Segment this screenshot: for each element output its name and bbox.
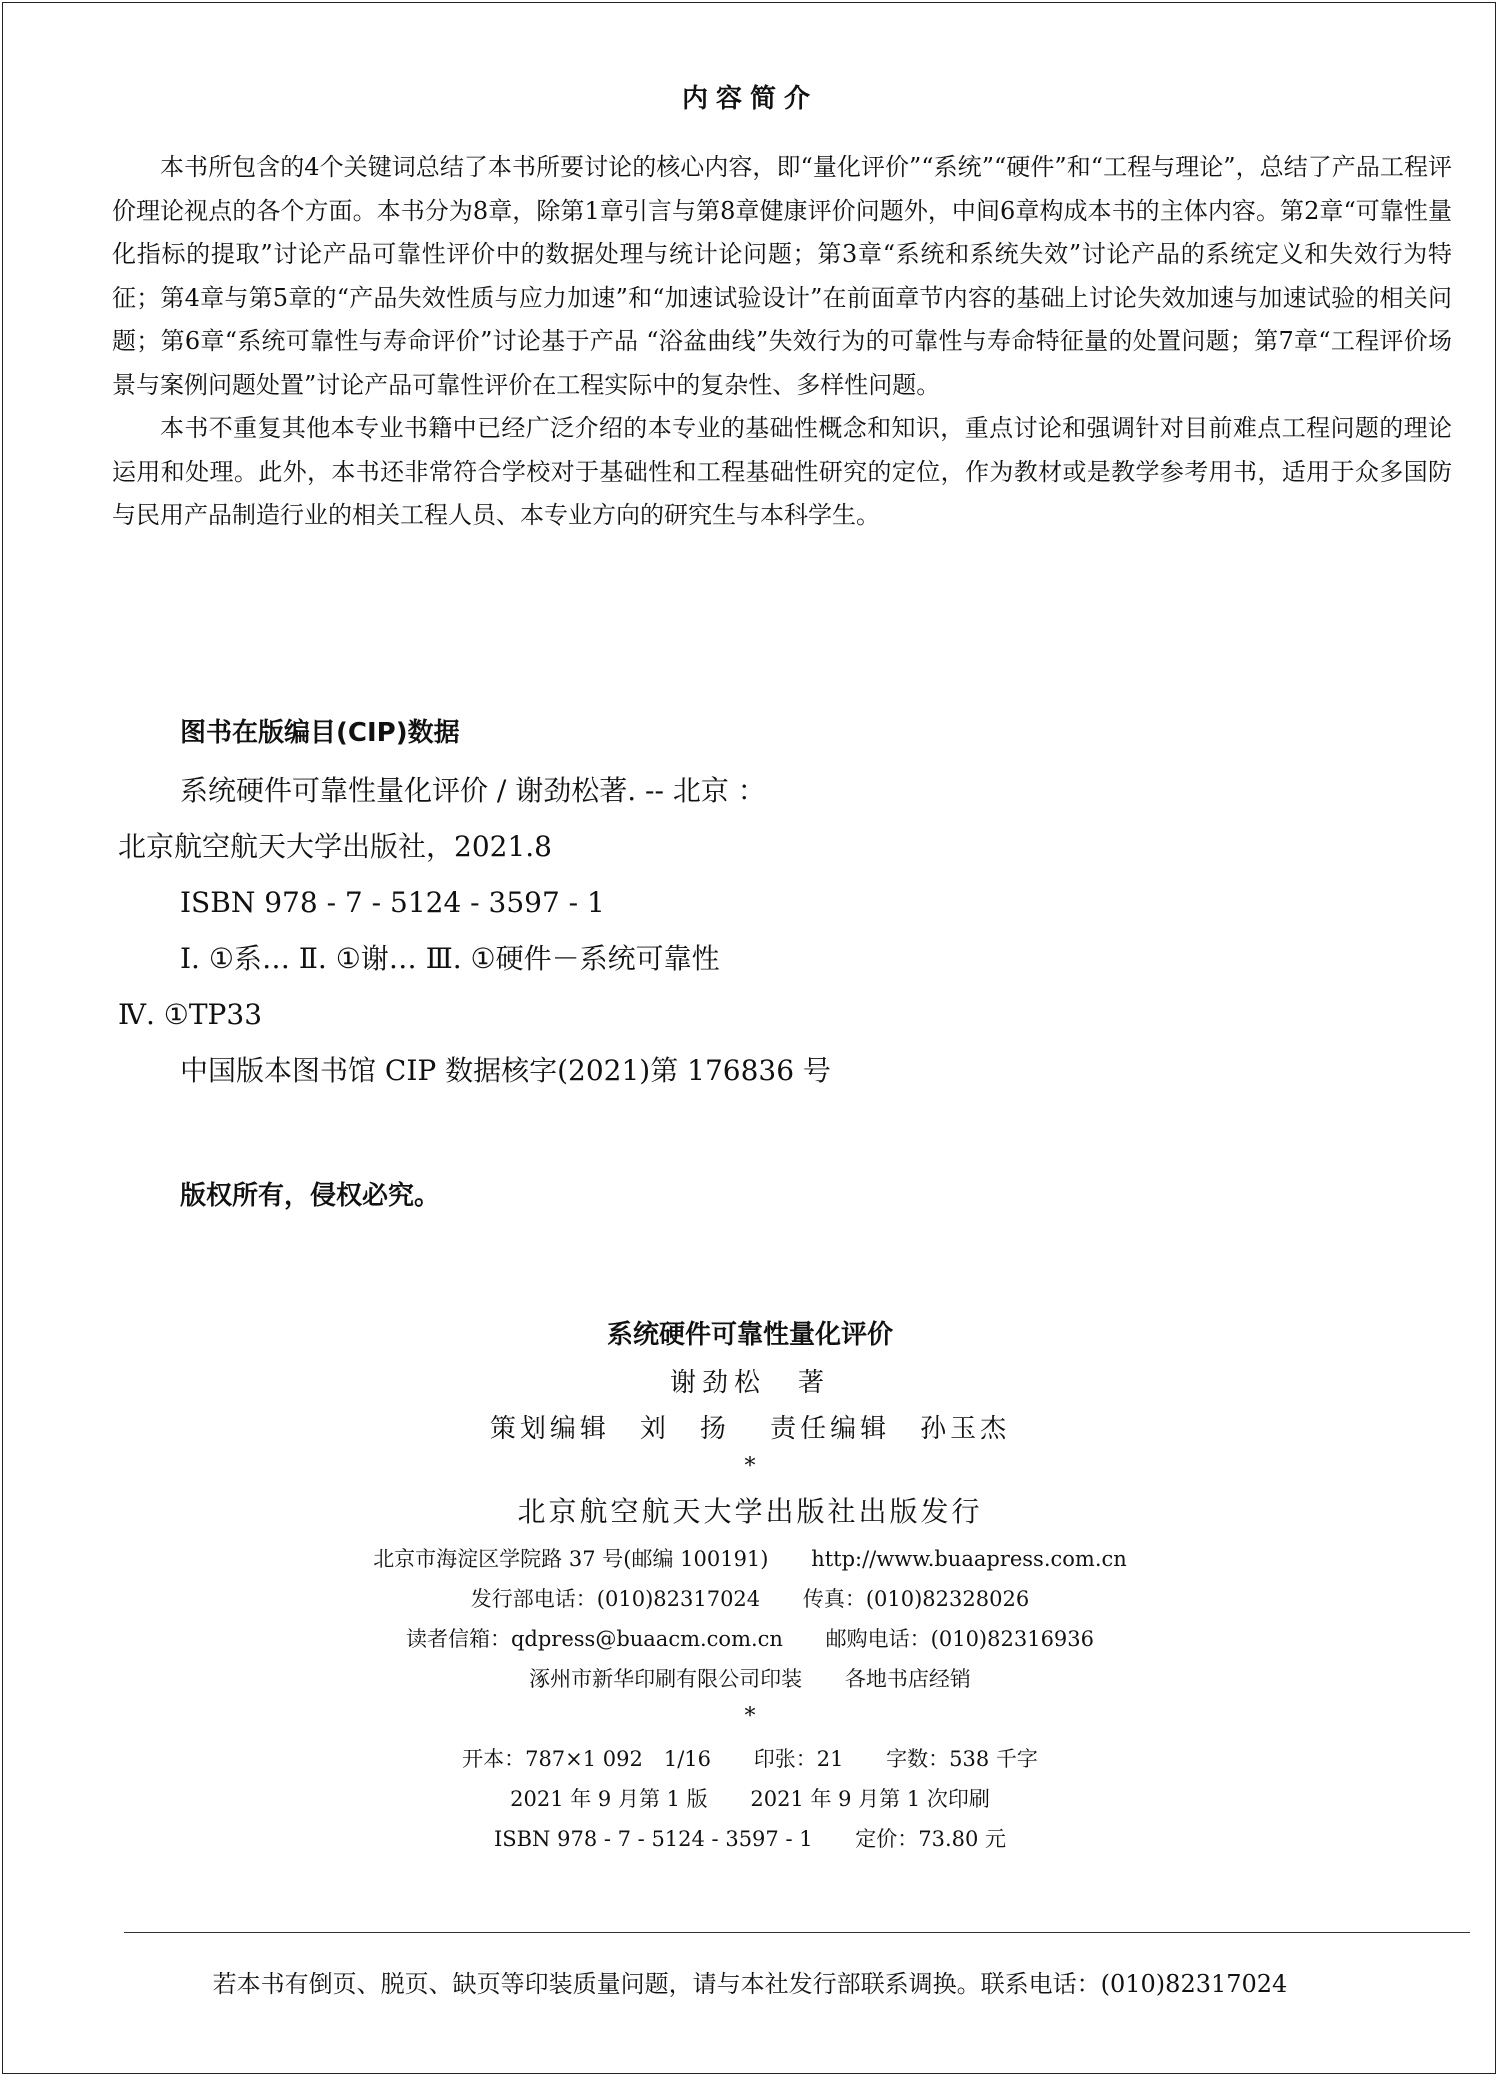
cip-record-number: 中国版本图书馆 CIP 数据核字(2021)第 176836 号 bbox=[180, 1054, 831, 1087]
reader-email: 读者信箱：qdpress@buaacm.com.cn bbox=[405, 1627, 783, 1651]
colophon-publisher: 北京航空航天大学出版社出版发行 bbox=[517, 1495, 983, 1528]
responsible-editor: 责任编辑 孙玉杰 bbox=[770, 1414, 1011, 1444]
copyright-notice: 版权所有，侵权必究。 bbox=[180, 1181, 441, 1211]
distributor: 各地书店经销 bbox=[844, 1667, 971, 1691]
cip-block bbox=[118, 712, 1380, 1113]
intro-paragraph-2: 本书不重复其他本专业书籍中已经广泛介绍的本专业的基础性概念和知识，重点讨论和强调针对目前难点工程问题的理论运用和处理。此外，本书还非常符合学校对于基础性和工程基础性研究的定位，作为教材或是教学参考用书，适用于众多国防与民用产品制造行业的相关工程人员、本专业方向的研究生与本科学生。 bbox=[112, 414, 1452, 529]
colophon-book-title: 系统硬件可靠性量化评价 bbox=[606, 1320, 893, 1350]
colophon-edition-line bbox=[0, 1786, 1500, 1812]
cip-classification-2: Ⅳ. ①TP33 bbox=[118, 998, 263, 1031]
publisher-website: http://www.buaapress.com.cn bbox=[811, 1547, 1127, 1571]
colophon-printer-line bbox=[0, 1666, 1500, 1692]
printing: 2021 年 9 月第 1 次印刷 bbox=[750, 1787, 990, 1811]
cip-heading: 图书在版编目(CIP)数据 bbox=[180, 718, 460, 748]
book-format: 开本：787×1 092 1/16 bbox=[462, 1747, 712, 1771]
printed-sheets: 印张：21 bbox=[753, 1747, 844, 1771]
colophon-isbn: ISBN 978 - 7 - 5124 - 3597 - 1 bbox=[493, 1827, 813, 1851]
printer: 涿州市新华印刷有限公司印装 bbox=[529, 1667, 803, 1691]
colophon-author: 谢劲松 著 bbox=[669, 1368, 830, 1398]
cip-isbn: ISBN 978 - 7 - 5124 - 3597 - 1 bbox=[180, 886, 605, 919]
colophon-format-line bbox=[0, 1746, 1500, 1772]
colophon-contact-line bbox=[0, 1626, 1500, 1652]
colophon-editors bbox=[0, 1414, 1500, 1444]
edition: 2021 年 9 月第 1 版 bbox=[510, 1787, 708, 1811]
distribution-phone: 发行部电话：(010)82317024 bbox=[470, 1587, 761, 1611]
separator-star-1: * bbox=[744, 1454, 756, 1479]
separator-star-2: * bbox=[744, 1704, 756, 1729]
colophon-isbn-line bbox=[0, 1826, 1500, 1852]
divider-rule bbox=[124, 1932, 1470, 1933]
intro-title: 内容简介 bbox=[681, 84, 818, 114]
intro-paragraph-1: 本书所包含的4个关键词总结了本书所要讨论的核心内容，即“量化评价”“系统”“硬件”和“工程与理论”，总结了产品工程评价理论视点的各个方面。本书分为8章，除第1章引言与第8章健康评价问题外，中间6章构成本书的主体内容。第2章“可靠性量化指标的提取”讨论产品可靠性评价中的数据处理与统计论问题；第3章“系统和系统失效”讨论产品的系统定义和失效行为特征；第4章与第5章的“产品失效性质与应力加速”和“加速试验设计”在前面章节内容的基础上讨论失效加速与加速试验的相关问题；第6章“系统可靠性与寿命评价”讨论基于产品 “浴盆曲线”失效行为的可靠性与寿命特征量的处置问题；第7章“工程评价场景与案例问题处置”讨论产品可靠性评价在工程实际中的复杂性、多样性问题。 bbox=[112, 153, 1452, 399]
quality-notice: 若本书有倒页、脱页、缺页等印装质量问题，请与本社发行部联系调换。联系电话：(010)82317024 bbox=[212, 1970, 1288, 1998]
price: 定价：73.80 元 bbox=[855, 1827, 1007, 1851]
cip-title-line: 系统硬件可靠性量化评价 / 谢劲松著. -- 北京 ： bbox=[180, 774, 766, 807]
colophon bbox=[0, 1320, 1500, 1866]
fax-number: 传真：(010)82328026 bbox=[802, 1587, 1030, 1611]
publisher-address: 北京市海淀区学院路 37 号(邮编 100191) bbox=[373, 1547, 769, 1571]
word-count: 字数：538 千字 bbox=[886, 1747, 1038, 1771]
cip-classification-1: Ⅰ. ①系… Ⅱ. ①谢… Ⅲ. ①硬件－系统可靠性 bbox=[180, 942, 720, 975]
mail-order-phone: 邮购电话：(010)82316936 bbox=[825, 1627, 1095, 1651]
colophon-phone-line bbox=[0, 1586, 1500, 1612]
planning-editor: 策划编辑 刘 扬 bbox=[489, 1414, 730, 1444]
cip-publisher-line: 北京航空航天大学出版社，2021.8 bbox=[118, 830, 552, 863]
colophon-address-line bbox=[0, 1546, 1500, 1572]
intro-body bbox=[112, 146, 1452, 538]
